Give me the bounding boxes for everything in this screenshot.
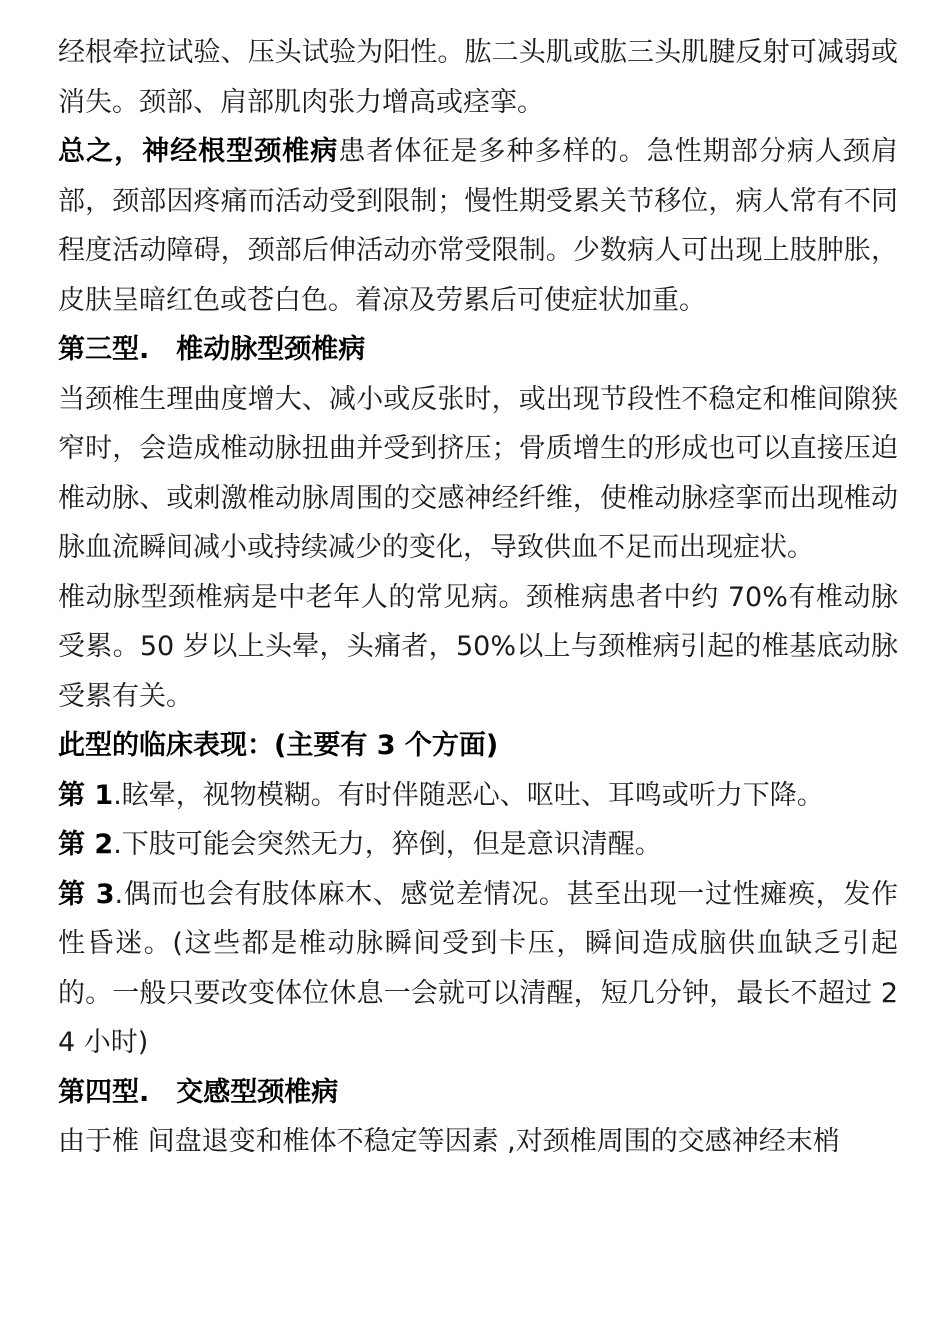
heading-type-four	[58, 1068, 898, 1118]
list-item-symptom-3	[58, 870, 898, 1068]
list-item-symptom-1	[58, 771, 898, 821]
list-item-number: 第 3	[58, 878, 115, 910]
paragraph-text: 患者体征是多种多样的。急性期部分病人颈肩部，颈部因疼痛而活动受到限制；慢性期受累关节移位，病人常有不同程度活动障碍，颈部后伸活动亦常受限制。少数病人可出现上肢肿胀，皮肤呈暗红色或苍白色。着凉及劳累后可使症状加重。	[58, 136, 899, 316]
paragraph-vertebral-prevalence	[58, 573, 898, 722]
paragraph-text: 椎动脉型颈椎病是中老年人的常见病。颈椎病患者中约 70%有椎动脉受累。50 岁以上头晕，头痛者，50%以上与颈椎病引起的椎基底动脉受累有关。	[58, 581, 898, 712]
paragraph-text: 当颈椎生理曲度增大、减小或反张时，或出现节段性不稳定和椎间隙狭窄时，会造成椎动脉扭曲并受到挤压；骨质增生的形成也可以直接压迫椎动脉、或刺激椎动脉周围的交感神经纤维，使椎动脉痉挛而出现椎动脉血流瞬间减小或持续减少的变化，导致供血不足而出现症状。	[58, 383, 898, 563]
list-item-text: .眩晕，视物模糊。有时伴随恶心、呕吐、耳鸣或听力下降。	[113, 779, 824, 811]
document-page	[58, 28, 898, 1167]
list-item-text: .下肢可能会突然无力，猝倒，但是意识清醒。	[113, 829, 662, 860]
section-heading: 第四型. 交感型颈椎病	[58, 1076, 339, 1108]
paragraph-vertebral-cause	[58, 375, 898, 573]
heading-clinical-manifestations	[58, 721, 898, 771]
list-item-symptom-2	[58, 820, 898, 870]
section-heading: 此型的临床表现：(主要有 3 个方面)	[58, 730, 499, 761]
paragraph-nerve-root-tests	[58, 28, 898, 127]
list-item-text: .偶而也会有肢体麻木、感觉差情况。甚至出现一过性瘫痪，发作性昏迷。(这些都是椎动脉瞬间受到卡压，瞬间造成脑供血缺乏引起的。一般只要改变体位休息一会就可以清醒，短几分钟，最长不超过 24 小时)	[58, 878, 898, 1058]
paragraph-text: 由于椎 间盘退变和椎体不稳定等因素 ,对颈椎周围的交感神经末梢	[58, 1126, 840, 1157]
paragraph-lead: 总之，神经根型颈椎病	[58, 136, 339, 167]
paragraph-sympathetic-cause	[58, 1117, 898, 1167]
heading-type-three	[58, 325, 898, 375]
list-item-number: 第 1	[58, 779, 114, 811]
section-heading: 第三型. 椎动脉型颈椎病	[58, 334, 366, 365]
list-item-number: 第 2	[58, 829, 114, 860]
paragraph-nerve-root-summary	[58, 127, 898, 325]
paragraph-text: 经根牵拉试验、压头试验为阳性。肱二头肌或肱三头肌腱反射可减弱或消失。颈部、肩部肌肉张力增高或痉挛。	[58, 37, 898, 118]
